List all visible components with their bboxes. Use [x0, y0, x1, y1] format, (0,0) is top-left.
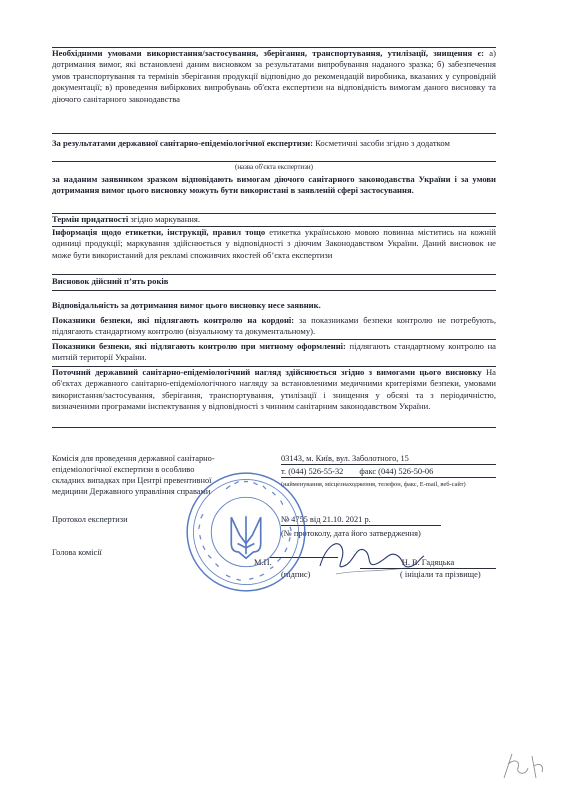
commission-line: епідеміологічної експертизи в особливо	[52, 465, 195, 474]
supervision-heading: Поточний державний санітарно-епідеміологічний нагляд здійснюється згідно з вимогами цього висновку	[52, 367, 482, 377]
results-heading: За результатами державної санітарно-епідеміологічної експертизи:	[52, 138, 313, 148]
customs-control	[52, 341, 496, 364]
chair-name: Н. В. Гадяцька	[360, 557, 496, 569]
supervision-text: На об'єктах державного санітарно-епідеміологічного нагляду за встановленими медичними критеріями безпеки, умовами використання/застосування, зберігання, транспортування, утилізації і знищення у обсязі та з періодичністю, визначеними програмами інспектування у відповідності з чинним санітарним законодавством України.	[52, 367, 496, 412]
handwritten-signature	[316, 526, 426, 582]
conditions-text: а) дотримання вимог, які встановлені даним висновком за результатами випробування наданого зразка; б) забезпечення умов транспортування та термінів зберігання продукції відповідно до рекомендацій виробника, вказаних у супровідній документації; в) проведення вибіркових випробувань об'єкта експертизи на відповідність вимогам даного висновку та діючого санітарного законодавства	[52, 48, 496, 104]
responsibility: Відповідальність за дотримання вимог цього висновку несе заявник.	[52, 300, 321, 310]
protocol-caption: (№ протоколу, дата його затвердження)	[281, 529, 421, 538]
commission-fax: факс (044) 526-50-06	[359, 467, 434, 476]
rule-customs	[52, 339, 496, 340]
commission-line: складних випадках при Центрі превентивної	[52, 476, 212, 485]
commission-address: 03143, м. Київ, вул. Заболотного, 15	[281, 453, 496, 465]
results-object: Косметичні засоби згідно з додатком	[312, 138, 450, 148]
validity: Висновок дійсний п’ять років	[52, 276, 169, 286]
commission-line: медицини Державного управління справами	[52, 487, 211, 496]
rule-supervision-bottom	[52, 427, 496, 428]
border-control	[52, 315, 496, 338]
results-paragraph	[52, 138, 496, 149]
customs-control-heading: Показники безпеки, які підлягають контролю при митному оформленні:	[52, 341, 346, 351]
commission-line: Комісія для проведення державної санітарно-	[52, 454, 215, 463]
rule-responsibility	[52, 290, 496, 291]
official-stamp-seal	[184, 470, 311, 594]
stamp-place: М.П.	[254, 558, 272, 567]
labeling-heading: Інформація щодо етикетки, інструкції, правил тощо	[52, 227, 266, 237]
corner-initials-mark	[498, 748, 548, 784]
signature-caption: (підпис)	[281, 570, 311, 579]
commission-phone: т. (044) 526-55-32	[281, 467, 344, 476]
conditions-paragraph	[52, 48, 496, 105]
trident-icon	[231, 516, 260, 558]
border-control-heading: Показники безпеки, які підлягають контролю на кордоні:	[52, 315, 295, 325]
rule-validity	[52, 274, 496, 275]
customs-control-text: підлягають стандартному контролю на митній території України.	[52, 341, 496, 363]
chair-name-caption: ( ініціали та прізвище)	[400, 570, 481, 579]
border-control-text: за показниками безпеки контролю не потребують, підлягають стандартному контролю (візуальному та документальному).	[52, 315, 496, 337]
shelf-life	[52, 214, 496, 225]
shelf-life-heading: Термін придатності	[52, 214, 129, 224]
chair-label: Голова комісії	[52, 548, 102, 557]
supervision-paragraph	[52, 367, 496, 413]
rule-conditions-bottom	[52, 133, 496, 134]
results-caption: (назва об'єкта експертизи)	[234, 163, 313, 171]
protocol-label: Протокол експертизи	[52, 515, 128, 524]
commission-address-caption: (найменування, місцезнаходження, телефон, факс, E-mail, веб-сайт)	[281, 481, 466, 488]
labeling-paragraph	[52, 227, 496, 261]
results-conclusion: за наданим заявником зразком відповідають вимогам діючого санітарного законодавства України і за умови дотримання вимог цього висновку можуть бути використані в заявленій сфері застосування.	[52, 174, 496, 196]
labeling-text: етикетка українською мовою повинна міститись на кожній одиниці продукції; маркування здійснюється у відповідності з діючим Законодавством України. Даний висновок не може бути використаний для рекламі споживчих якостей об’єкта експертизи	[52, 227, 496, 260]
shelf-life-text: згідно маркування.	[128, 214, 200, 224]
commission-contacts	[281, 466, 496, 478]
protocol-value: № 4755 від 21.10. 2021 р.	[281, 514, 441, 526]
conditions-heading: Необхідними умовами використання/застосування, зберігання, транспортування, утилізації, знищення є:	[52, 48, 485, 58]
